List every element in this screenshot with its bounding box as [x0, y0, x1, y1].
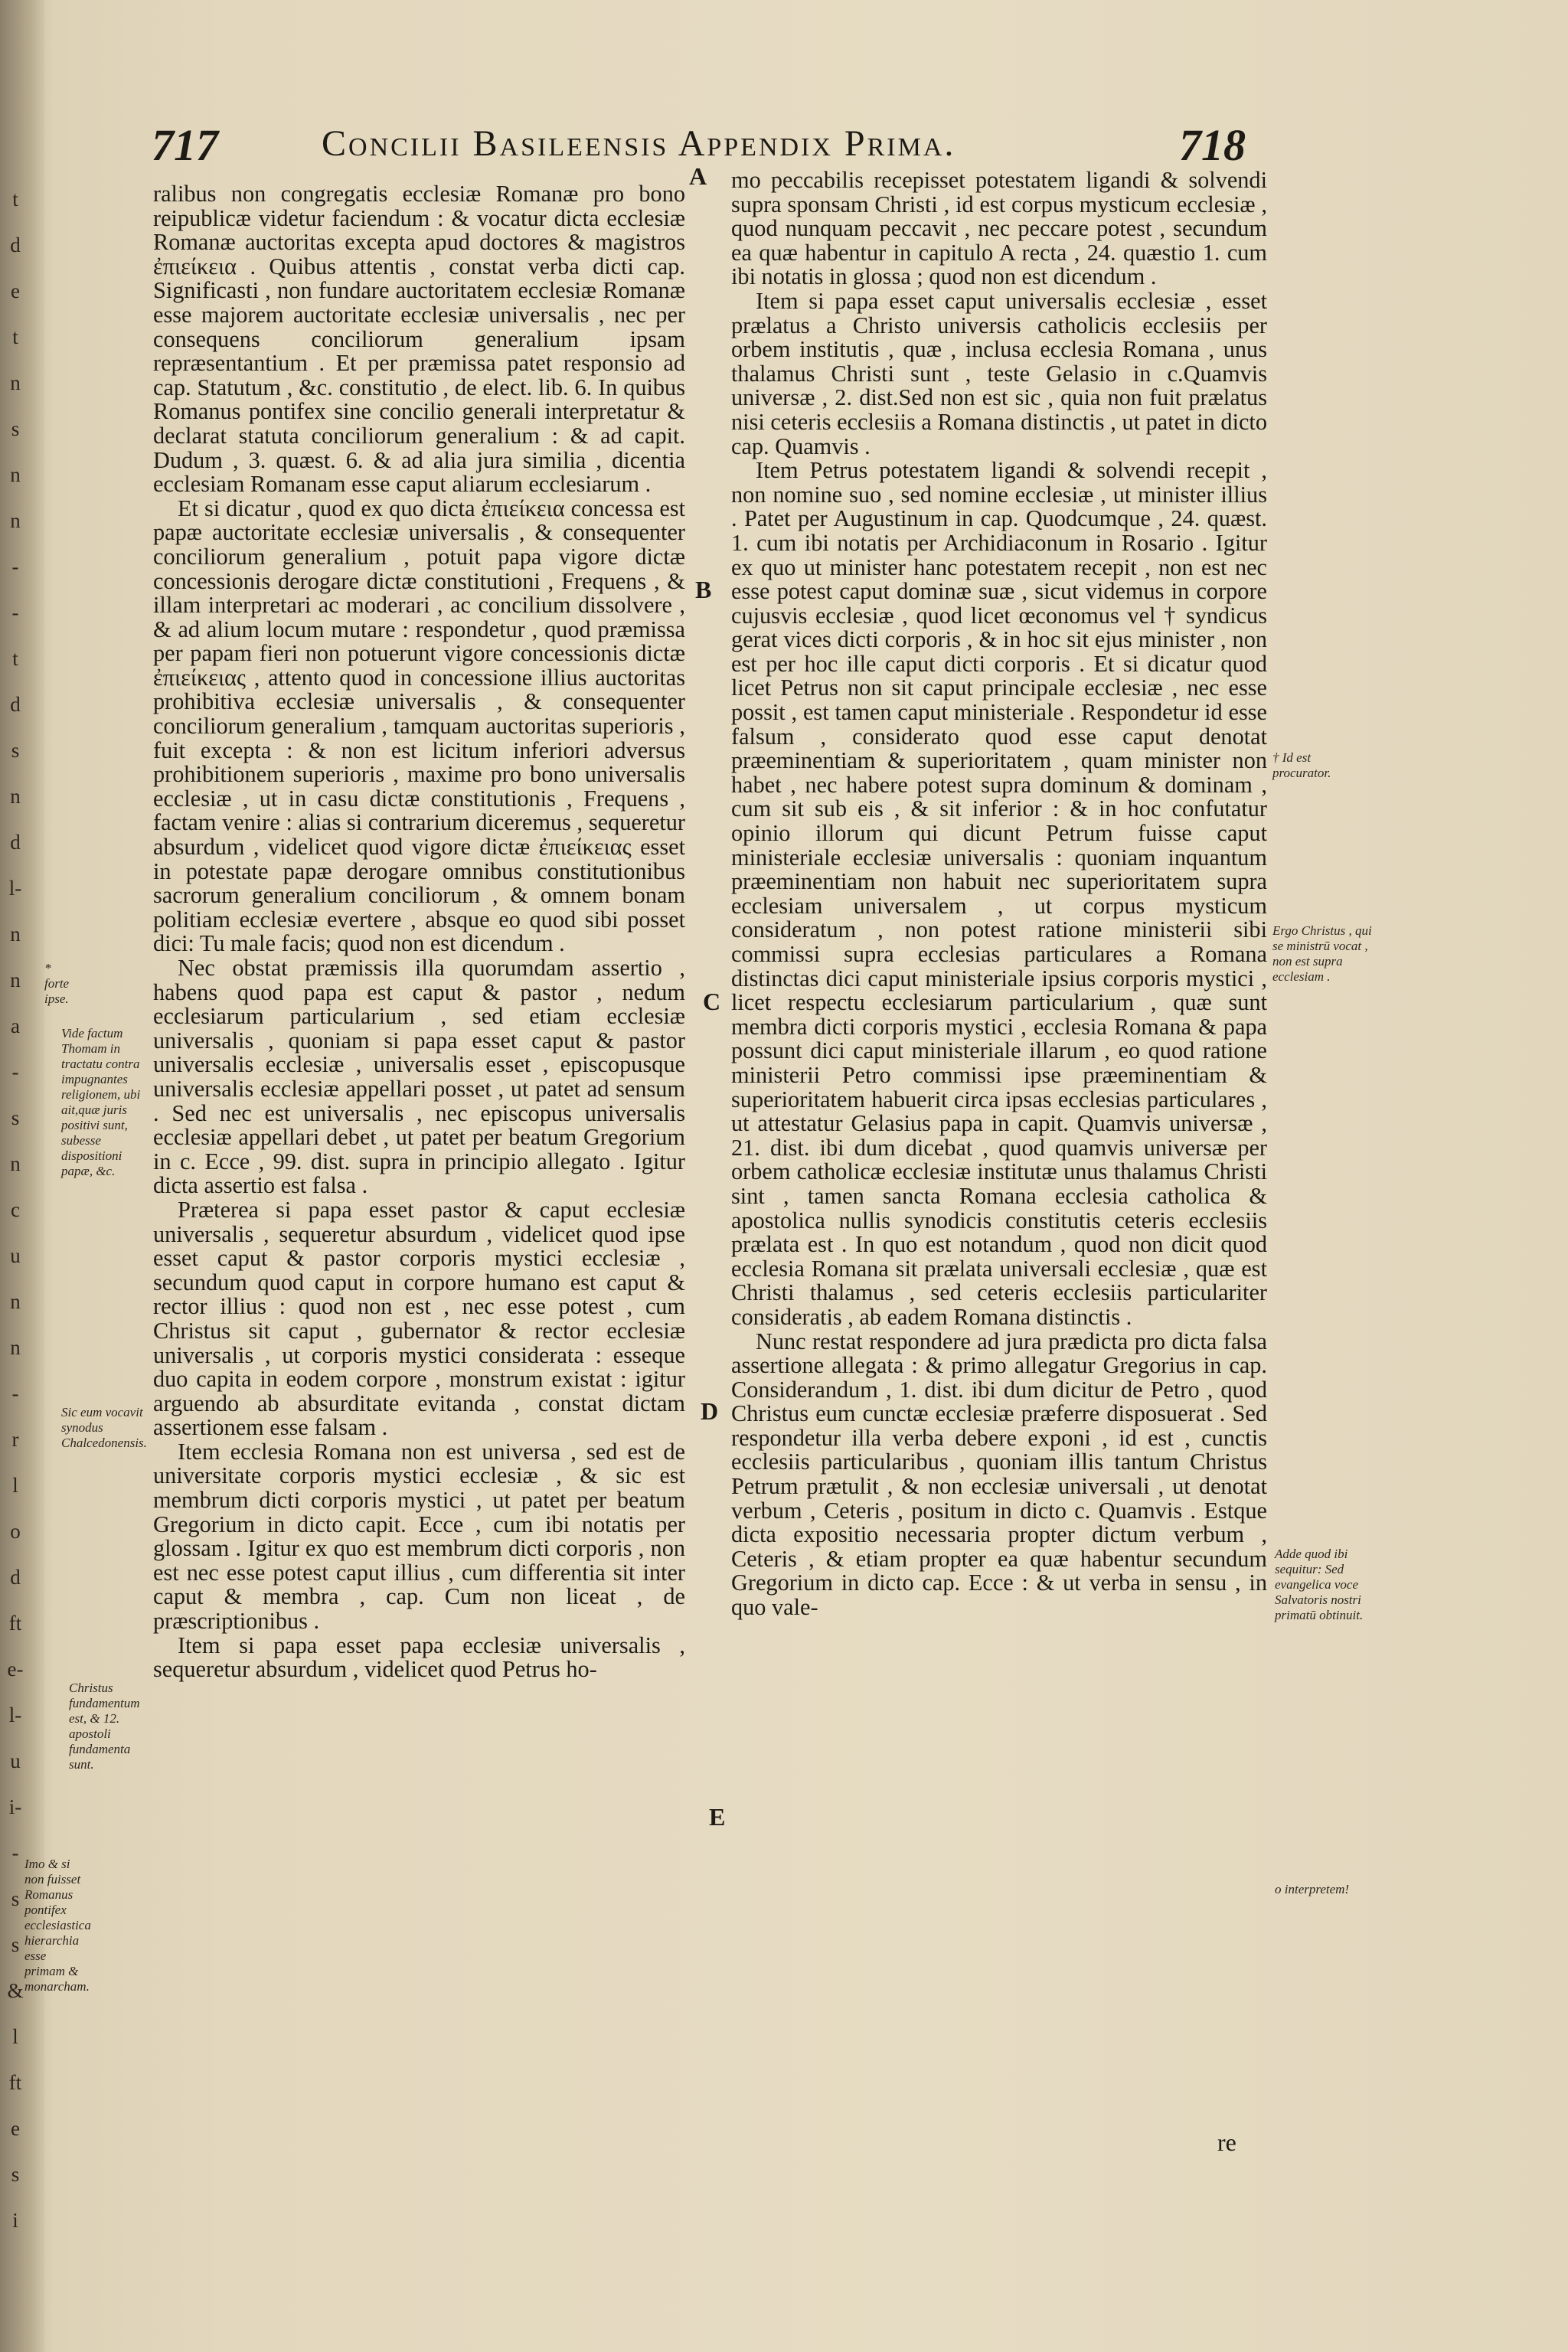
gutter-letter: n — [10, 509, 21, 532]
page-number-left: 717 — [152, 120, 218, 170]
gutter-letter: t — [12, 325, 18, 348]
gutter-letter: u — [10, 1244, 21, 1267]
section-marker-c: C — [703, 988, 721, 1015]
paragraph: Item ecclesia Romana non est universa , sed est de universitate corporis mystici ecclesiæ , & sic est membrum dicti corporis mystici , ut patet per beatum Gregorium in dicto capit. Ecce , cum ibi notatis per glossam . Igitur ex quo est membrum dicti corporis , non est nec esse potest caput illius , cum differentia sit inter caput & membra , cap. Cum non liceat , de præscriptionibus . — [153, 1438, 685, 1635]
paragraph: ralibus non congregatis ecclesiæ Romanæ pro bono reipublicæ videtur faciendum : & vocatur dicta ecclesiæ Romanæ auctoritas excepta apud doctores & magistros ἐπιείκεια . Quibus attentis , constat verba dicti cap. Significasti , non fundare auctoritatem ecclesiæ Romanæ esse majorem auctoritate ecclesiæ universalis , nec per consequens conciliorum generalium ipsam repræsentantium . Et per præmissa patet responsio ad cap. Statutum , &c. constitutio , de elect. lib. 6. In quibus Romanus pontifex sine concilio generali interpretatur & declarat statuta conciliorum generalium : & ad capit. Dudum , 3. quæst. 6. & ad alia jura similia , dicentia ecclesiam Romanam esse caput aliarum ecclesiarum . — [153, 181, 685, 498]
gutter-letter: - — [11, 1382, 19, 1405]
page-number-right: 718 — [1179, 120, 1246, 170]
gutter-letter: - — [11, 601, 19, 624]
gutter-letter: d — [10, 831, 21, 854]
gutter-letter: s — [11, 2163, 20, 2186]
gutter-letter: e — [11, 279, 20, 302]
paragraph: Item Petrus potestatem ligandi & solvendi recepit , non nomine suo , sed nomine ecclesiæ , ut minister illius . Patet per Augustinum in cap. Quodcumque , 24. quæst. 1. cum ibi notatis per Archidiaconum in Rosario . Igitur ex quo ut minister hanc potestatem recepit , non est nec esse potest caput dominæ suæ , sicut videmus in corpore cujusvis ecclesiæ , quod licet œconomus vel † syndicus gerat vices dicti corporis , & in hoc sit ejus minister , non est per hoc ille caput dicti corporis . Et si dicatur quod licet Petrus non sit caput principale ecclesiæ , nec esse possit , est tamen caput ministeriale . Respondetur id esse falsum , considerato quod esse caput denotat præeminentiam & superioritatem , quam minister non habet , nec habere potest supra dominum & dominam , cum sit sub eis , & sit inferior : & in hoc confutatur opinio illorum qui dicunt Petrum fuisse caput ministeriale ecclesiæ universalis : quoniam inquantum præeminentiam non habuit nec superioritatem supra ecclesiam universalem , ut corpus mysticum consideratum , non potest ratione ministerii sibi commissi supra ecclesias particulares a Romana distinctas dici caput ministeriale ipsius corporis mystici , licet respectu ecclesiarum particularium , quæ sunt membra dicti corporis mystici , ecclesia Romana & papa possunt dici caput ministeriale illarum , eo quod ratione ministerii Petro commissi ipse præeminentiam & superioritatem habuerit circa ipsas ecclesias particulares , ut attestatur Gelasius papa in capit. Quamvis universæ , 21. dist. ibi dum dicebat , quod quamvis universæ per orbem catholicæ ecclesiæ institutæ unus thalamus Christi sint , tamen sancta Romana ecclesia catholica & apostolica nullis synodicis constitutis ceteris ecclesiis prælata est . In quo est notandum , quod non dicit quod ecclesia Romana sit prælata universali ecclesiæ , quæ est Christi thalamus , sed ceteris ecclesiis particulariter consideratis , ab eadem Romana distinctis . — [731, 457, 1267, 1330]
gutter-letter: e- — [7, 1658, 24, 1681]
gutter-letter: u — [10, 1749, 21, 1772]
gutter-letter: ft — [8, 1612, 22, 1635]
gutter-letter: c — [11, 1198, 20, 1221]
margin-note-right-4: o interpretem! — [1275, 1882, 1350, 1896]
gutter-letter: i — [12, 2209, 18, 2232]
gutter-letter: ft — [8, 2071, 22, 2094]
section-marker-a: A — [689, 162, 707, 190]
gutter-letter: n — [10, 1336, 21, 1359]
paragraph: Et si dicatur , quod ex quo dicta ἐπιείκεια concessa est papæ auctoritate ecclesiæ universalis , & consequenter conciliorum generalium , potuit papa vigore dictæ concessionis derogare dictæ constitutioni , Frequens , & illam interpretari ac moderari , ac concilium dissolvere , & ad alium locum mutare : respondetur , quod præmissa per papam fieri non potuerunt vigore concessionis dictæ ἐπιείκειας , attento quod in concessione illius auctoritas prohibitiva ecclesiæ universalis , & consequenter conciliorum generalium , tamquam auctoritas superioris , fuit excepta : & non est licitum inferiori adversus prohibitionem superioris , maxime pro bono universalis ecclesiæ , ut in casu dictæ constitutionis , Frequens , factam venire : alias si contrarium diceremus , sequeretur absurdum , videlicet quod vigore dictæ ἐπιείκειας esset in potestate papæ derogare omnibus constitutionibus sacrorum generalium conciliorum , & omnem bonam politiam ecclesiæ evertere , absque eo quod sibi posset dici: Tu male facis; quod non est dicendum . — [153, 495, 685, 957]
paragraph: Nunc restat respondere ad jura prædicta pro dicta falsa assertione allegata : & primo allegatur Gregorius in cap. Considerandum , 1. dist. ibi dum dicitur de Petro , quod Christus eum cunctæ ecclesiæ præferre disposuerat . Sed respondetur illa verba debere exponi , id est , cunctis ecclesiis particularibus , quoniam illis tantum Christus Petrum prætulit , & non ecclesiæ universali , ut denotat verbum , Ceteris , positum in dicto c. Quamvis . Estque dicta expositio necessaria propter dictum verbum , Ceteris , & etiam propter ea quæ habentur secundum Gregorium in dicto cap. Ecce : & ut verba in sensu , in quo vale- — [731, 1328, 1267, 1621]
gutter-letter: & — [7, 1979, 24, 2002]
gutter-letter: o — [10, 1520, 21, 1543]
gutter-letter: d — [10, 1566, 21, 1589]
section-marker-d: D — [701, 1397, 719, 1425]
gutter-letter: a — [11, 1014, 20, 1037]
gutter-letter: e — [11, 2117, 20, 2140]
gutter-letter: n — [10, 923, 21, 946]
catchword: re — [1217, 2128, 1236, 2156]
gutter-letter: n — [10, 785, 21, 808]
section-marker-b: B — [695, 576, 712, 603]
gutter-letter: s — [11, 1106, 20, 1129]
margin-note-right-1: † Id est procurator. — [1272, 750, 1331, 780]
paragraph: Item si papa esset caput universalis ecclesiæ , esset prælatus a Christo universis catholicis ecclesiis per orbem institutis , quæ , inclusa ecclesia Romana , unus thalamus Christi sunt , teste Gelasio in c.Quamvis universæ , 2. dist.Sed non est sic , quia non fuit prælatus nisi ceteris ecclesiis a Romana distinctis , ut patet in dicto cap. Quamvis . — [731, 287, 1267, 459]
margin-note-right-3: Adde quod ibi sequitur: Sed evangelica voce Salvatoris nostri primatū obtinuit. — [1275, 1547, 1364, 1622]
gutter-letter: - — [11, 1060, 19, 1083]
gutter-letter: n — [10, 463, 21, 486]
margin-note-left-2: Vide factum Thomam in tractatu contra impugnantes religionem, ubi ait,quæ juris positivi sunt, subesse dispositioni papæ, &c. — [61, 1026, 141, 1178]
gutter-letter: s — [11, 1887, 20, 1910]
gutter-letter: l- — [8, 1704, 22, 1726]
facing-page-gutter — [0, 0, 44, 2352]
gutter-letter: d — [10, 234, 21, 256]
margin-note-left-4: Christus fundamentum est, & 12. apostoli fundamenta sunt. — [69, 1681, 140, 1772]
margin-note-left-1: * forte ipse. — [44, 961, 70, 1006]
section-marker-e: E — [709, 1803, 726, 1831]
gutter-letter: t — [12, 188, 18, 211]
running-title: Concilii Basileensis Appendix Prima. — [322, 123, 956, 164]
gutter-letter: n — [10, 371, 21, 394]
right-column — [731, 168, 1267, 1620]
gutter-letter: n — [10, 969, 21, 991]
gutter-letter: i- — [8, 1795, 22, 1818]
gutter-letter: s — [11, 417, 20, 440]
gutter-letter: l — [12, 2025, 18, 2048]
gutter-letter: d — [10, 693, 21, 716]
gutter-letter: s — [11, 739, 20, 762]
gutter-letter: n — [10, 1290, 21, 1313]
margin-note-right-2: Ergo Christus , qui se ministrū vocat , non est supra ecclesiam . — [1272, 923, 1372, 984]
margin-note-left-3: Sic eum vocavit synodus Chalcedonensis. — [61, 1405, 147, 1450]
gutter-letter: - — [11, 555, 19, 578]
gutter-letter: l — [12, 1474, 18, 1497]
gutter-letter: t — [12, 647, 18, 670]
gutter-letter: s — [11, 1933, 20, 1956]
gutter-letter: l- — [8, 877, 22, 900]
paragraph: Nec obstat præmissis illa quorumdam assertio , habens quod papa est caput & pastor , nedum ecclesiarum particularium , sed etiam ecclesiæ universalis , quoniam si papa esset caput & pastor universalis ecclesiæ , universalis esset , episcopusque universalis ecclesiæ appellari posset , ut patet ad sensum . Sed nec est universalis , nec episcopus universalis ecclesiæ appellari debet , ut patet per beatum Gregorium in c. Ecce , 99. dist. supra in principio allegato . Igitur dicta assertio est falsa . — [153, 955, 685, 1199]
margin-note-left-5: Imo & si non fuisset Romanus pontifex ecclesiastica hierarchia esse primam & monarcham. — [24, 1857, 91, 1994]
left-column — [153, 182, 685, 1682]
gutter-letter: - — [11, 1841, 19, 1864]
paragraph: Item si papa esset papa ecclesiæ universalis , sequeretur absurdum , videlicet quod Petrus ho- — [153, 1632, 685, 1683]
paragraph: Præterea si papa esset pastor & caput ecclesiæ universalis , sequeretur absurdum , videlicet quod ipse esset caput & pastor corporis mystici ecclesiæ , secundum quod caput in corpore humano est caput & rector illius : quod non est , nec esse potest , cum Christus sit caput , gubernator & rector ecclesiæ universalis , ut corporis mystici considerata : esseque duo capita in eodem corpore , monstrum existat : igitur arguendo ab absurditate evitanda , constat dictam assertionem esse falsam . — [153, 1196, 685, 1441]
gutter-letter: n — [10, 1152, 21, 1175]
gutter-letter: r — [11, 1428, 19, 1451]
paragraph: mo peccabilis recepisset potestatem ligandi & solvendi supra sponsam Christi , id est corpus mysticum ecclesiæ , quod nunquam peccavit , nec peccare potest , secundum ea quæ habentur in capitulo A recta , 24. quæstio 1. cum ibi notatis in glossa ; quod non est dicendum . — [731, 167, 1267, 290]
